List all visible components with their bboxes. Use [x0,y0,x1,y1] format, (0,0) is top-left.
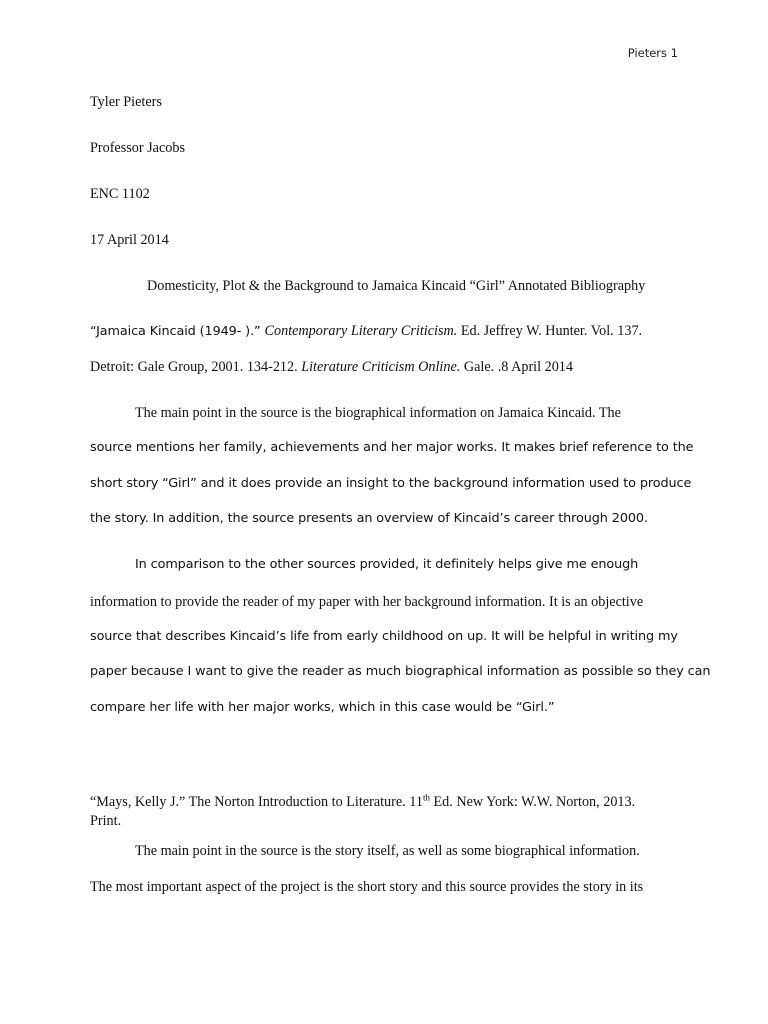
paragraph-line: source that describes Kincaid’s life from early childhood on up. It will be helpful in writing my [90,628,678,644]
citation-2-line-2: Print. [90,813,122,829]
document-title: Domesticity, Plot & the Background to Jamaica Kincaid “Girl” Annotated Bibliography [147,278,646,294]
citation-1-database: Literature Criticism Online. [301,359,461,375]
paragraph-line: The main point in the source is the biographical information on Jamaica Kincaid. The [135,405,621,421]
citation-1-title: “Jamaica Kincaid (1949- ).” [90,324,265,339]
paragraph-line: the story. In addition, the source presents an overview of Kincaid’s career through 2000. [90,511,648,527]
citation-2-superscript: th [422,792,430,803]
annotation-2-paragraph-1 [90,844,678,916]
paragraph-line: In comparison to the other sources provided, it definitely helps give me enough [135,557,639,572]
annotation-1-paragraph-1 [90,405,694,549]
paragraph-line: information to provide the reader of my paper with her background information. It is an objective [90,593,644,610]
course-code: ENC 1102 [90,186,150,202]
citation-2-line-1 [90,792,636,810]
paragraph-line: paper because I want to give the reader as much biographical information as possible so they can [90,664,711,680]
citation-1-container: Contemporary Literary Criticism. [264,323,458,339]
document-date: 17 April 2014 [90,232,169,248]
paragraph-line: The most important aspect of the project is the short story and this source provides the story in its [90,878,644,895]
paragraph-line: short story “Girl” and it does provide an insight to the background information used to produce [90,475,692,491]
paragraph-line: compare her life with her major works, which in this case would be “Girl.” [90,700,555,716]
citation-1-line-1 [90,324,642,339]
page-number-header: Pieters 1 [627,46,678,60]
annotation-1-paragraph-2 [90,557,711,738]
citation-1-editor: Ed. Jeffrey W. Hunter. Vol. 137. [457,323,643,339]
citation-1-publisher: Detroit: Gale Group, 2001. 134-212. [90,359,302,375]
citation-2-main: “Mays, Kelly J.” The Norton Introduction to Literature. 11 [90,794,423,810]
paragraph-line: The main point in the source is the story itself, as well as some biographical information. [135,843,640,859]
paragraph-line: source mentions her family, achievements and her major works. It makes brief reference to the [90,439,694,455]
professor-name: Professor Jacobs [90,140,185,156]
citation-2-publisher: Ed. New York: W.W. Norton, 2013. [429,794,636,810]
citation-1-line-2 [90,360,573,374]
author-name: Tyler Pieters [90,94,162,110]
citation-1-access: Gale. .8 April 2014 [460,359,573,375]
